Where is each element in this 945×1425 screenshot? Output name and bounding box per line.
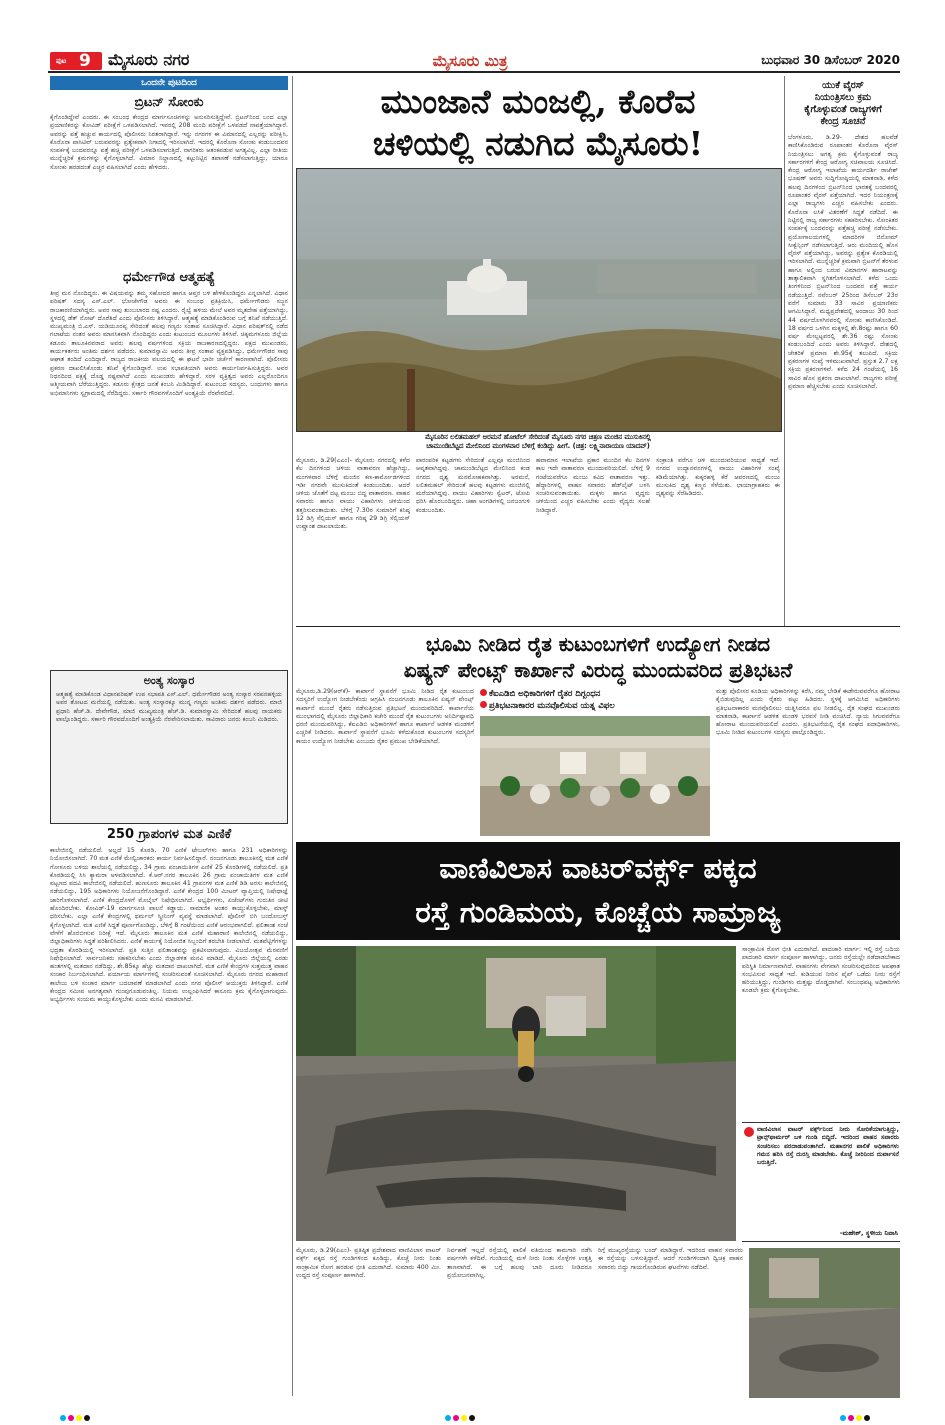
protest-photo: [480, 716, 710, 836]
sidebar-headline: [788, 80, 898, 128]
resident-quote-box: [742, 1122, 900, 1242]
protest-column-1: ಮೈಸೂರು,ಡಿ.29(ಆರ್‌ಕೆ)- ಕಾರ್ಖಾನೆ ಸ್ಥಾಪನೆಗೆ ಭೂಮಿ ನೀಡಿದ ರೈತ ಕುಟುಂಬದ ಸದಸ್ಯರಿಗೆ ಉದ್ಯೋಗ ನೀಡಬೇಕೆಂದು ಆಗ್ರಹಿಸಿ ನಂಜನಗೂಡು ತಾಲೂಕಿನ ಏಷ್ಯನ್ ಪೇಂಟ್ಸ್ ಕಾರ್ಖಾನೆ ಮುಂದೆ ರೈತರು ನಡೆಸುತ್ತಿರುವ ಪ್ರತಿಭಟನೆ ಮುಂದುವರಿದಿದೆ. ಕಾರ್ಖಾನೆಯ ಮುಂಭಾಗದಲ್ಲಿ ಮೈಸೂರು ಜಿಲ್ಲಾಧಿಕಾರಿ ಕಚೇರಿ ಮುಂದೆ ರೈತ ಕುಟುಂಬಗಳು ಅನಿರ್ದಿಷ್ಟಾವಧಿ ಧರಣಿ ಮುಂದುವರಿಸಿದ್ದು, ಕೆಐಎಡಿಬಿ ಅಧಿಕಾರಿಗಳಿಗೆ ಹಾಗೂ ಕಾರ್ಖಾನೆ ಆಡಳಿತ ಮಂಡಳಿಗೆ ಎಚ್ಚರಿಕೆ ನೀಡಿದರು. ಕಾರ್ಖಾನೆ ಸ್ಥಾಪನೆಗೆ ಭೂಮಿ ಕಳೆದುಕೊಂಡ ಕುಟುಂಬಗಳ ಸದಸ್ಯರಿಗೆ ಕಾಯಂ ಉದ್ಯೋಗ ನೀಡಬೇಕು ಎಂಬುದು ರೈತರ ಪ್ರಮುಖ ಬೇಡಿಕೆಯಾಗಿದೆ.: [296, 688, 474, 745]
left-column-divider: [292, 76, 293, 1396]
protest-headline-2: ಏಷ್ಯನ್ ಪೇಂಟ್ಸ್ ಕಾರ್ಖಾನೆ ವಿರುದ್ಧ ಮುಂದುವರಿದ ಪ್ರತಿಭಟನೆ: [403, 658, 793, 682]
sidebar-headline-line-2: ನಿಯಂತ್ರಿಸಲು ಕ್ರಮ: [814, 92, 872, 103]
sidebar-headline-line-1: ಯುಕೆ ವೈರಸ್: [822, 80, 864, 91]
continued-banner-label: ಒಂದನೇ ಪುಟದಿಂದ: [141, 78, 197, 88]
protest-column-3: ಮತ್ತು ಪೊಲೀಸರ ಕೂಡಿಯ ಅಧಿಕಾರಿಗಳನ್ನು ಕರೆಸಿ, ನಮ್ಮ ಬೇಡಿಕೆ ಈಡೇರುವವರೆಗೂ ಹೋರಾಟ ಕೈಬಿಡುವುದಿಲ್ಲ ಎಂದು ರೈತರು ಪಟ್ಟು ಹಿಡಿದರು. ಸ್ಥಳಕ್ಕೆ ಆಗಮಿಸಿದ ಅಧಿಕಾರಿಗಳು ಪ್ರತಿಭಟನಾಕಾರರ ಮನವೊಲಿಸಲು ಯತ್ನಿಸಿದರೂ ಫಲ ನೀಡಲಿಲ್ಲ. ರೈತ ಸಂಘದ ಮುಖಂಡರು ಮಾತನಾಡಿ, ಕಾರ್ಖಾನೆ ಆಡಳಿತ ಮಂಡಳಿ ಭರವಸೆ ನೀಡಿ ವಂಚಿಸಿದೆ. ನ್ಯಾಯ ಸಿಗುವವರೆಗೂ ಹೋರಾಟ ಮುಂದುವರಿಯಲಿದೆ ಎಂದರು. ಪ್ರತಿಭಟನೆಯಲ್ಲಿ ರೈತ ಸಂಘದ ಪದಾಧಿಕಾರಿಗಳು, ಭೂಮಿ ನೀಡಿದ ಕುಟುಂಬಗಳ ಸದಸ್ಯರು ಪಾಲ್ಗೊಂಡಿದ್ದರು.: [716, 688, 900, 737]
lead-column-4: ಸಂಕ್ರಾಂತಿ ವರೆಗೂ ಚಳಿ ಮುಂದುವರಿಯುವ ಸಾಧ್ಯತೆ ಇದೆ. ನಗರದ ಉದ್ಯಾನವನಗಳಲ್ಲಿ ವಾಯು ವಿಹಾರಿಗಳ ಸಂಖ್ಯೆ ಕಡಿಮೆಯಾಗಿತ್ತು. ಕುಕ್ಕರಹಳ್ಳಿ ಕೆರೆ ಆವರಣದಲ್ಲಿ ಮಂಜು ಮುಸುಕಿದ ದೃಶ್ಯ ಕಣ್ಮನ ಸೆಳೆಯಿತು. ಛಾಯಾಗ್ರಾಹಕರು ಈ ದೃಶ್ಯವನ್ನು ಸೆರೆಹಿಡಿದರು.: [656, 457, 780, 498]
road-column-3: ರಿಗ್ಗೆ ಮುಖ್ಯರಸ್ತೆಯನ್ನು ಬಂದ್ ಮಾಡಿದ್ದಾರೆ. ಇದರಿಂದ ವಾಹನ ಸವಾರರು ಈ ರಸ್ತೆಯನ್ನು ಬಳಸುತ್ತಿದ್ದಾರೆ. ಆದರೆ ಗುಂಡಿಗಳಿಂದಾಗಿ ದ್ವಿಚಕ್ರ ವಾಹನ ಸವಾರರು ಬಿದ್ದು ಗಾಯಗೊಂಡಿರುವ ಘಟನೆಗಳು ನಡೆದಿವೆ.: [598, 1247, 743, 1271]
sidebar-body: ಬೆಂಗಳೂರು, ಡಿ.29- ದೇಶದ ಹಲವೆಡೆ ಕಾಣಿಸಿಕೊಂಡಿರುವ ರೂಪಾಂತರ ಕೊರೊನಾ ವೈರಸ್ ನಿಯಂತ್ರಿಸಲು ಅಗತ್ಯ ಕ್ರಮ ಕೈಗೊಳ್ಳುವಂತೆ ರಾಜ್ಯ ಸರ್ಕಾರಗಳಿಗೆ ಕೇಂದ್ರ ಆರೋಗ್ಯ ಸಚಿವಾಲಯ ಸೂಚಿಸಿದೆ. ಕೇಂದ್ರ ಆರೋಗ್ಯ ಇಲಾಖೆಯ ಕಾರ್ಯದರ್ಶಿ ರಾಜೇಶ್ ಭೂಷಣ್ ಅವರು ಸುದ್ದಿಗೋಷ್ಠಿಯಲ್ಲಿ ಮಾತನಾಡಿ, ಕಳೆದ ಹಲವು ದಿನಗಳಿಂದ ಬ್ರಿಟನ್‌ನಿಂದ ಭಾರತಕ್ಕೆ ಬಂದವರಲ್ಲಿ ರೂಪಾಂತರ ವೈರಸ್ ಪತ್ತೆಯಾಗಿದೆ. ಇದರ ನಿಯಂತ್ರಣಕ್ಕೆ ಎಲ್ಲಾ ರಾಜ್ಯಗಳು ಎಚ್ಚರ ವಹಿಸಬೇಕು ಎಂದರು. ಕೊರೊನಾ ಲಸಿಕೆ ವಿತರಣೆಗೆ ಸಿದ್ಧತೆ ನಡೆದಿದೆ. ಈ ನಿಟ್ಟಿನಲ್ಲಿ ರಾಜ್ಯ ಸರ್ಕಾರಗಳು ಸಹಕರಿಸಬೇಕು. ಸೋಂಕಿತರ ಸಂಪರ್ಕಕ್ಕೆ ಬಂದವರನ್ನು ಪತ್ತೆಹಚ್ಚಿ ಪರೀಕ್ಷೆ ನಡೆಸಬೇಕು. ಪ್ರಯೋಗಾಲಯಗಳಲ್ಲಿ ಮಾದರಿಗಳ ಜಿನೋಮ್ ಸೀಕ್ವೆನ್ಸಿಂಗ್ ನಡೆಸಲಾಗುತ್ತಿದೆ. ಆರು ಮಂದಿಯಲ್ಲಿ ಹೊಸ ವೈರಸ್ ಪತ್ತೆಯಾಗಿದ್ದು, ಅವರನ್ನು ಪ್ರತ್ಯೇಕ ಕೊಠಡಿಯಲ್ಲಿ ಇರಿಸಲಾಗಿದೆ. ಮುನ್ನೆಚ್ಚರಿಕೆ ಕ್ರಮವಾಗಿ ಬ್ರಿಟನ್‌ಗೆ ತೆರಳುವ ಹಾಗೂ ಅಲ್ಲಿಂದ ಬರುವ ವಿಮಾನಗಳ ಹಾರಾಟವನ್ನು ತಾತ್ಕಾಲಿಕವಾಗಿ ಸ್ಥಗಿತಗೊಳಿಸಲಾಗಿದೆ. ಕಳೆದ ಒಂದು ತಿಂಗಳಿನಿಂದ ಬ್ರಿಟನ್‌ನಿಂದ ಬಂದವರ ಪತ್ತೆ ಕಾರ್ಯ ನಡೆಯುತ್ತಿದೆ. ನವೆಂಬರ್ 25ರಿಂದ ಡಿಸೆಂಬರ್ 23ರ ವರೆಗೆ ಸುಮಾರು 33 ಸಾವಿರ ಪ್ರಯಾಣಿಕರು ಆಗಮಿಸಿದ್ದಾರೆ. ಮಧ್ಯಪ್ರದೇಶದಲ್ಲಿ ಅಂದಾಜು 30 ರಿಂದ 44 ವರ್ಷದೊಳಗಿನವರಲ್ಲಿ ಸೋಂಕು ಕಾಣಿಸಿಕೊಂಡಿದೆ. 18 ವರ್ಷದ ಒಳಗಿನ ಮಕ್ಕಳಲ್ಲಿ ಶೇ.8ರಷ್ಟು ಹಾಗೂ 60 ವರ್ಷ ಮೇಲ್ಪಟ್ಟವರಲ್ಲಿ ಶೇ.36 ರಷ್ಟು ಸೋಂಕು ಕಂಡುಬಂದಿದೆ ಎಂದು ಅವರು ತಿಳಿಸಿದ್ದಾರೆ. ದೇಶದಲ್ಲಿ ಚೇತರಿಕೆ ಪ್ರಮಾಣ ಶೇ.95ಕ್ಕೆ ತಲುಪಿದೆ. ಸಕ್ರಿಯ ಪ್ರಕರಣಗಳ ಸಂಖ್ಯೆ ಇಳಿಮುಖವಾಗಿದೆ. ಪ್ರಸ್ತುತ 2.7 ಲಕ್ಷ ಸಕ್ರಿಯ ಪ್ರಕರಣಗಳಿವೆ. ಕಳೆದ 24 ಗಂಟೆಯಲ್ಲಿ 16 ಸಾವಿರ ಹೊಸ ಪ್ರಕರಣ ದಾಖಲಾಗಿವೆ. ರಾಜ್ಯಗಳು ಪರೀಕ್ಷೆ ಪ್ರಮಾಣ ಹೆಚ್ಚಿಸಬೇಕು ಎಂದು ಸೂಚಿಸಲಾಗಿದೆ.: [788, 134, 898, 390]
protest-bullet-1-text: ಕೆಐಎಡಿಬಿ ಅಧಿಕಾರಿಗಳಿಗೆ ರೈತರ ದಿಗ್ಬಂಧನ: [489, 689, 601, 699]
page-prefix: ಪುಟ: [56, 57, 67, 65]
page-number: 9: [79, 51, 91, 71]
counting-headline: 250 ಗ್ರಾಪಂಗಳ ಮತ ಎಣಿಕೆ: [106, 827, 232, 842]
registration-mark-left: [60, 1406, 92, 1425]
photo-caption-line-1: ಮೈಸೂರಿನ ಲಲಿತಮಹಲ್ ಅರಮನೆ ಹೋಟೆಲ್ ಸೇರಿದಂತೆ ಮೈಸೂರು ನಗರ ಚಿತ್ರಣ ಮಂಜಿನ ಮುಸುಕಿನಲ್ಲಿ: [425, 433, 651, 441]
mysuru-fog-photo: [296, 168, 782, 432]
counting-body: ಕಾಲೇಜಿನಲ್ಲಿ ನಡೆಯಲಿದೆ. ಅಲ್ಲದೆ 15 ಕೊಠಡಿ, 70 ಎಣಿಕೆ ಟೇಬಲ್‌ಗಳು ಹಾಗೂ 231 ಅಧಿಕಾರಿಗಳನ್ನು ನಿಯೋಜಿಸಲಾಗಿದೆ. 70 ಮತ ಎಣಿಕೆ ಮೇಲ್ವಿಚಾರಕರು ಕಾರ್ಯ ನಿರ್ವಹಿಸಲಿದ್ದಾರೆ. ನಂಜನಗೂಡು ತಾಲೂಕಿನಲ್ಲಿ ಮತ ಎಣಿಕೆ ಗೋಳೂರು ಬಳಿಯ ಶಾಲೆಯಲ್ಲಿ ನಡೆಯಲಿದ್ದು, 34 ಗ್ರಾಮ ಪಂಚಾಯಿತಿಗಳ ಎಣಿಕೆ 25 ಕೊಠಡಿಗಳಲ್ಲಿ ನಡೆಯಲಿದೆ. ಪ್ರತಿ ಕೊಠಡಿಯಲ್ಲಿ ಸಿಸಿ ಕ್ಯಾಮರಾ ಅಳವಡಿಸಲಾಗಿದೆ. ಕೆ.ಆರ್.ನಗರ ತಾಲೂಕಿನ 26 ಗ್ರಾಮ ಪಂಚಾಯಿತಿಗಳ ಮತ ಎಣಿಕೆ ಪಟ್ಟಣದ ಪದವಿ ಕಾಲೇಜಿನಲ್ಲಿ ನಡೆಯಲಿದೆ. ಹುಣಸೂರು ತಾಲೂಕಿನ 41 ಗ್ರಾಪಂಗಳ ಮತ ಎಣಿಕೆ ಡಿಡಿ ಅರಸು ಕಾಲೇಜಿನಲ್ಲಿ ನಡೆಯಲಿದ್ದು, 195 ಅಧಿಕಾರಿಗಳು ನಿಯೋಜನೆಗೊಂಡಿದ್ದಾರೆ. ಎಣಿಕೆ ಕೇಂದ್ರದ 100 ಮೀಟರ್ ವ್ಯಾಪ್ತಿಯಲ್ಲಿ ನಿಷೇಧಾಜ್ಞೆ ಜಾರಿಗೊಳಿಸಲಾಗಿದೆ. ಎಣಿಕೆ ಕೇಂದ್ರದೊಳಗೆ ಮೊಬೈಲ್ ನಿಷೇಧಿಸಲಾಗಿದೆ. ಅಭ್ಯರ್ಥಿಗಳು, ಏಜೆಂಟ್‌ಗಳು ಗುರುತಿನ ಚೀಟಿ ಹೊಂದಿರಬೇಕು. ಕೋವಿಡ್-19 ಮಾರ್ಗಸೂಚಿ ಪಾಲನೆ ಕಡ್ಡಾಯ. ಸಾಮಾಜಿಕ ಅಂತರ ಕಾಯ್ದುಕೊಳ್ಳಬೇಕು, ಮಾಸ್ಕ್ ಧರಿಸಬೇಕು. ಎಲ್ಲಾ ಎಣಿಕೆ ಕೇಂದ್ರಗಳಲ್ಲಿ ಥರ್ಮಲ್ ಸ್ಕ್ರೀನಿಂಗ್ ವ್ಯವಸ್ಥೆ ಮಾಡಲಾಗಿದೆ. ಪೊಲೀಸ್ ಬಿಗಿ ಬಂದೋಬಸ್ತ್ ಕೈಗೊಳ್ಳಲಾಗಿದೆ. ಮತ ಎಣಿಕೆ ಸಿದ್ಧತೆ ಪೂರ್ಣಗೊಂಡಿದ್ದು, ಬೆಳಿಗ್ಗೆ 8 ಗಂಟೆಯಿಂದ ಎಣಿಕೆ ಆರಂಭವಾಗಲಿದೆ. ಫಲಿತಾಂಶ ಸಂಜೆ ವೇಳೆಗೆ ಹೊರಬೀಳುವ ನಿರೀಕ್ಷೆ ಇದೆ. ಮೈಸೂರು ತಾಲೂಕಿನ ಮತ ಎಣಿಕೆ ಮಹಾರಾಣಿ ಕಾಲೇಜಿನಲ್ಲಿ ನಡೆಯಲಿದ್ದು, ಜಿಲ್ಲಾಧಿಕಾರಿಗಳು ಸಿದ್ಧತೆ ಪರಿಶೀಲಿಸಿದರು. ಎಣಿಕೆ ಕಾರ್ಯಕ್ಕೆ ನಿಯೋಜಿತ ಸಿಬ್ಬಂದಿಗೆ ತರಬೇತಿ ನೀಡಲಾಗಿದೆ. ಮತಪೆಟ್ಟಿಗೆಗಳನ್ನು ಭದ್ರತಾ ಕೊಠಡಿಯಲ್ಲಿ ಇರಿಸಲಾಗಿದೆ. ಪ್ರತಿ ಸುತ್ತಿನ ಫಲಿತಾಂಶವನ್ನು ಪ್ರಕಟಿಸಲಾಗುವುದು. ವಿಜಯೋತ್ಸವ ಮೆರವಣಿಗೆ ನಿಷೇಧಿಸಲಾಗಿದೆ. ಸಾರ್ವಜನಿಕರು ಸಹಕರಿಸಬೇಕು ಎಂದು ಜಿಲ್ಲಾಡಳಿತ ಮನವಿ ಮಾಡಿದೆ. ಮೈಸೂರು ಜಿಲ್ಲೆಯಲ್ಲಿ ಎರಡು ಹಂತಗಳಲ್ಲಿ ಮತದಾನ ನಡೆದಿದ್ದು, ಶೇ.85ಕ್ಕೂ ಹೆಚ್ಚು ಮತದಾನ ದಾಖಲಾಗಿದೆ. ಮತ ಎಣಿಕೆ ಕೇಂದ್ರಗಳ ಸುತ್ತಮುತ್ತ ವಾಹನ ಸಂಚಾರ ನಿರ್ಬಂಧಿಸಲಾಗಿದೆ. ಪರ್ಯಾಯ ಮಾರ್ಗಗಳಲ್ಲಿ ಸಂಚರಿಸುವಂತೆ ಸೂಚಿಸಲಾಗಿದೆ. ಮೈಸೂರು ನಗರದ ಮಹಾರಾಣಿ ಕಾಲೇಜು ಬಳಿ ಸಂಚಾರ ಮಾರ್ಗ ಬದಲಾವಣೆ ಮಾಡಲಾಗಿದೆ ಎಂದು ನಗರ ಪೊಲೀಸ್ ಆಯುಕ್ತರು ತಿಳಿಸಿದ್ದಾರೆ. ಎಣಿಕೆ ಕೇಂದ್ರದ ಸಮೀಪ ಅನಗತ್ಯವಾಗಿ ಗುಂಪುಗೂಡುವಂತಿಲ್ಲ. ನಿಯಮ ಉಲ್ಲಂಘಿಸಿದರೆ ಕಾನೂನು ಕ್ರಮ ಕೈಗೊಳ್ಳಲಾಗುವುದು. ಅಭ್ಯರ್ಥಿಗಳು ಸಂಯಮ ಕಾಯ್ದುಕೊಳ್ಳಬೇಕು ಎಂದು ಮನವಿ ಮಾಡಲಾಗಿದೆ.: [50, 847, 288, 1004]
road-photo: [296, 946, 736, 1241]
protest-headline-1: ಭೂಮಿ ನೀಡಿದ ರೈತ ಕುಟುಂಬಗಳಿಗೆ ಉದ್ಯೋಗ ನೀಡದ: [425, 632, 771, 656]
quote-marker-icon: [744, 1127, 754, 1137]
protest-bullet-1: [480, 688, 710, 700]
resident-quote: ವಾಣಿವಿಲಾಸ ವಾಟರ್ ವರ್ಕ್ಸ್‌ನಿಂದ ನೀರು ಸೋರಿಕೆಯಾಗುತ್ತಿದ್ದು, ಟ್ರಾನ್ಸ್‌ಫಾರ್ಮರ್ ಬಳಿ ಗುಂಡಿ ಬಿದ್ದಿದೆ. ಇದರಿಂದ ವಾಹನ ಸವಾರರು ಸಂಚರಿಸಲು ಪರದಾಡುವಂತಾಗಿದೆ. ಮಹಾನಗರ ಪಾಲಿಕೆ ಅಧಿಕಾರಿಗಳು ಗಮನ ಹರಿಸಿ ರಸ್ತೆ ದುರಸ್ತಿ ಮಾಡಬೇಕು. ಕೊಚ್ಚೆ ನೀರಿನಿಂದ ದುರ್ವಾಸನೆ ಬರುತ್ತಿದೆ.: [757, 1126, 899, 1167]
protesters-image: [480, 716, 710, 836]
roadside-puddle-image: [749, 1248, 900, 1398]
lead-column-3: ಹವಾಮಾನ ಇಲಾಖೆಯ ಪ್ರಕಾರ ಮುಂದಿನ ಕೆಲ ದಿನಗಳ ಕಾಲ ಇದೇ ವಾತಾವರಣ ಮುಂದುವರಿಯಲಿದೆ. ಬೆಳಿಗ್ಗೆ 9 ಗಂಟೆಯವರೆಗೂ ಮಂಜು ಕವಿದ ವಾತಾವರಣ ಇತ್ತು. ಹೆದ್ದಾರಿಗಳಲ್ಲಿ ವಾಹನ ಸವಾರರು ಹೆಡ್‌ಲೈಟ್ ಬಳಸಿ ಸಂಚರಿಸುವಂತಾಯಿತು. ಮಕ್ಕಳು ಹಾಗೂ ವೃದ್ಧರು ಚಳಿಯಿಂದ ಎಚ್ಚರ ವಹಿಸಬೇಕು ಎಂದು ವೈದ್ಯರು ಸಲಹೆ ನೀಡಿದ್ದಾರೆ.: [536, 457, 650, 514]
road-side-text: ಸಾಂಕ್ರಾಮಿಕ ರೋಗ ಭೀತಿ ಎದುರಾಗಿದೆ. ಪಾದಚಾರಿ ಮಾರ್ಗ: ಇಲ್ಲಿ ರಸ್ತೆ ಬದಿಯ ಪಾದಚಾರಿ ಮಾರ್ಗ ಸಂಪೂರ್ಣ ಹಾಳಾಗಿದ್ದು, ಜನರು ರಸ್ತೆಯಲ್ಲೇ ನಡೆದಾಡಬೇಕಾದ ಪರಿಸ್ಥಿತಿ ನಿರ್ಮಾಣವಾಗಿದೆ. ವಾಹನಗಳು ವೇಗವಾಗಿ ಸಂಚರಿಸುವುದರಿಂದ ಅಪಘಾತ ಸಂಭವಿಸುವ ಸಾಧ್ಯತೆ ಇದೆ. ಕುಡಿಯುವ ನೀರಿನ ಪೈಪ್ ಒಡೆದು ನೀರು ರಸ್ತೆಗೆ ಹರಿಯುತ್ತಿದ್ದು, ಗುಂಡಿಗಳು ಮತ್ತಷ್ಟು ದೊಡ್ಡದಾಗಿವೆ. ಸಂಬಂಧಪಟ್ಟ ಅಧಿಕಾರಿಗಳು ಕೂಡಲೇ ಕ್ರಮ ಕೈಗೊಳ್ಳಬೇಕು.: [742, 946, 900, 995]
damaged-road-image: [296, 946, 736, 1241]
dharmegowda-body: ತೀವ್ರ ಮನ ನೊಂದಿದ್ದರು. ಈ ವಿಷಯವನ್ನು ತಮ್ಮ ಸಹೋದರ ಹಾಗೂ ಆಪ್ತರ ಬಳಿ ಹೇಳಿಕೊಂಡಿದ್ದರು ಎನ್ನಲಾಗಿದೆ. ವಿಧಾನ ಪರಿಷತ್ ಸದಸ್ಯ ಎಸ್.ಎಲ್. ಭೋಜೇಗೌಡ ಅವರು ಈ ಸಂಬಂಧ ಪ್ರತಿಕ್ರಿಯಿಸಿ, ಧರ್ಮೇಗೌಡರು ಸಜ್ಜನ ರಾಜಕಾರಣಿಯಾಗಿದ್ದರು. ಅವರ ಸಾವು ತುಂಬಲಾರದ ನಷ್ಟ ಎಂದರು. ರೈಲ್ವೆ ಹಳಿಯ ಮೇಲೆ ಅವರ ಮೃತದೇಹ ಪತ್ತೆಯಾಗಿದ್ದು, ಸ್ಥಳದಲ್ಲಿ ಡೆತ್ ನೋಟ್ ದೊರೆತಿದೆ ಎಂದು ಪೊಲೀಸರು ತಿಳಿಸಿದ್ದಾರೆ. ಆತ್ಮಹತ್ಯೆ ಮಾಡಿಕೊಂಡಿರುವ ಬಗ್ಗೆ ತನಿಖೆ ನಡೆಯುತ್ತಿದೆ. ಮುಖ್ಯಮಂತ್ರಿ ಬಿ.ಎಸ್. ಯಡಿಯೂರಪ್ಪ ಸೇರಿದಂತೆ ಹಲವು ಗಣ್ಯರು ಸಂತಾಪ ಸೂಚಿಸಿದ್ದಾರೆ. ವಿಧಾನ ಪರಿಷತ್‌ನಲ್ಲಿ ನಡೆದ ಗಲಾಟೆಯ ನಂತರ ಅವರು ಮಾನಸಿಕವಾಗಿ ನೊಂದಿದ್ದರು ಎಂದು ಕುಟುಂಬದ ಮೂಲಗಳು ತಿಳಿಸಿವೆ. ಚಿಕ್ಕಮಗಳೂರು ಜಿಲ್ಲೆಯ ಕಡೂರು ತಾಲೂಕಿನವರಾದ ಅವರು ಹಲವು ವರ್ಷಗಳಿಂದ ಸಕ್ರಿಯ ರಾಜಕಾರಣದಲ್ಲಿದ್ದರು. ಪಕ್ಷದ ಮುಖಂಡರು, ಕಾರ್ಯಕರ್ತರು ಅಂತಿಮ ದರ್ಶನ ಪಡೆದರು. ಕುಮಾರಸ್ವಾಮಿ ಅವರು ತೀವ್ರ ಸಂತಾಪ ವ್ಯಕ್ತಪಡಿಸಿದ್ದು, ಧರ್ಮೇಗೌಡರ ಸಾವು ಆಘಾತ ತಂದಿದೆ ಎಂದಿದ್ದಾರೆ. ರಾಜ್ಯದ ರಾಜಕೀಯ ವಲಯದಲ್ಲಿ ಈ ಘಟನೆ ಭಾರೀ ಚರ್ಚೆಗೆ ಕಾರಣವಾಗಿದೆ. ಪೊಲೀಸರು ಪ್ರಕರಣ ದಾಖಲಿಸಿಕೊಂಡು ತನಿಖೆ ಕೈಗೊಂಡಿದ್ದಾರೆ. ಉಪ ಸಭಾಪತಿಯಾಗಿ ಅವರು ಕಾರ್ಯನಿರ್ವಹಿಸುತ್ತಿದ್ದರು. ಅವರ ನಿಧನದಿಂದ ಪಕ್ಷಕ್ಕೆ ದೊಡ್ಡ ನಷ್ಟವಾಗಿದೆ ಎಂದು ಮುಖಂಡರು ಹೇಳಿದ್ದಾರೆ. ಸರಳ ವ್ಯಕ್ತಿತ್ವದ ಅವರು ಎಲ್ಲರೊಂದಿಗೂ ಆತ್ಮೀಯವಾಗಿ ಬೆರೆಯುತ್ತಿದ್ದರು. ಕಡೂರು ಕ್ಷೇತ್ರದ ಜನತೆ ಕಂಬನಿ ಮಿಡಿದಿದ್ದಾರೆ. ಕುಟುಂಬದ ಸದಸ್ಯರು, ಬಂಧುಗಳು ಹಾಗೂ ಅಭಿಮಾನಿಗಳು ಸ್ವಗ್ರಾಮದಲ್ಲಿ ನೆರೆದಿದ್ದರು. ಸರ್ಕಾರಿ ಗೌರವಗಳೊಂದಿಗೆ ಅಂತ್ಯಕ್ರಿಯೆ ನೆರವೇರಲಿದೆ.: [50, 290, 288, 397]
masthead: [0, 0, 945, 72]
quote-author: -ಮಹೇಶ್, ಸ್ಥಳೀಯ ನಿವಾಸಿ: [839, 1229, 898, 1237]
bullet-dot-icon: [480, 701, 487, 708]
page-number-badge: [50, 52, 102, 70]
issue-date: ಬುಧವಾರ 30 ಡಿಸೆಂಬರ್ 2020: [761, 53, 900, 67]
protest-bullet-2-text: ಪ್ರತಿಭಟನಾಕಾರರ ಮನವೊಲಿಸುವ ಯತ್ನ ವಿಫಲ: [489, 701, 615, 711]
registration-mark-center: [445, 1406, 477, 1425]
lead-headline-1: ಮುಂಜಾನೆ ಮಂಜಲ್ಲಿ, ಕೊರೆವ: [380, 82, 696, 121]
road-headline-1: ವಾಣಿವಿಲಾಸ ವಾಟರ್‌ವರ್ಕ್ಸ್ ಪಕ್ಕದ: [439, 851, 757, 885]
road-column-1: ಮೈಸೂರು, ಡಿ.29(ಪಿಎಂ)- ಪ್ರತಿಷ್ಠಿತ ಪ್ರದೇಶವಾದ ವಾಣಿವಿಲಾಸ ವಾಟರ್ ವರ್ಕ್ಸ್ ಪಕ್ಕದ ರಸ್ತೆ ಗುಂಡಿಗಳಿಂದ ಕೂಡಿದ್ದು, ಕೊಚ್ಚೆ ನೀರು ನಿಂತು ಸಾಂಕ್ರಾಮಿಕ ರೋಗ ಹರಡುವ ಭೀತಿ ಎದುರಾಗಿದೆ. ಸುಮಾರು 400 ಮೀ. ಉದ್ದದ ರಸ್ತೆ ಸಂಪೂರ್ಣ ಹಾಳಾಗಿದೆ.: [296, 1247, 441, 1279]
protest-bullet-2: [480, 700, 710, 712]
road-headline-bar: [296, 842, 900, 940]
continued-banner: [50, 76, 288, 90]
protest-bullets: [480, 688, 710, 712]
funeral-box-title: ಅಂತ್ಯ ಸಂಸ್ಕಾರ: [143, 674, 195, 687]
photo-caption: [296, 433, 780, 451]
funeral-box-body: ಆತ್ಮಹತ್ಯೆ ಮಾಡಿಕೊಂಡ ವಿಧಾನಪರಿಷತ್ ಉಪ ಸಭಾಪತಿ ಎಸ್.ಎಲ್. ಧರ್ಮೇಗೌಡರ ಅಂತ್ಯ ಸಂಸ್ಕಾರ ಸರಪನಹಳ್ಳಿಯ ಅವರ ತೋಟದ ಮನೆಯಲ್ಲಿ ನಡೆಯಿತು. ಅಂತ್ಯ ಸಂಸ್ಕಾರಕ್ಕೂ ಮುನ್ನ ಗಣ್ಯರು ಅಂತಿಮ ದರ್ಶನ ಪಡೆದರು. ಮಾಜಿ ಪ್ರಧಾನಿ ಹೆಚ್.ಡಿ. ದೇವೇಗೌಡ, ಮಾಜಿ ಮುಖ್ಯಮಂತ್ರಿ ಹೆಚ್.ಡಿ. ಕುಮಾರಸ್ವಾಮಿ ಸೇರಿದಂತೆ ಹಲವು ನಾಯಕರು ಪಾಲ್ಗೊಂಡಿದ್ದರು. ಸರ್ಕಾರಿ ಗೌರವದೊಂದಿಗೆ ಅಂತ್ಯಕ್ರಿಯೆ ನೆರವೇರಿಸಲಾಯಿತು. ಸಾವಿರಾರು ಜನರು ಕಂಬನಿ ಮಿಡಿದರು.: [56, 691, 282, 723]
sidebar-headline-line-3: ಕೈಗೊಳ್ಳುವಂತೆ ರಾಜ್ಯಗಳಿಗೆ: [804, 104, 882, 115]
photo-caption-line-2: ಚಾಮುಂಡಿಬೆಟ್ಟದ ಮೇಲಿನಿಂದ ಮಂಗಳವಾರ ಬೆಳಿಗ್ಗೆ ಕಂಡಿದ್ದು ಹೀಗೆ. (ಚಿತ್ರ: ಲಕ್ಷ್ಮಿನಾರಾಯಣ ಯಾದವ್): [426, 442, 650, 450]
masthead-rule: [48, 71, 900, 73]
sidebar-divider: [784, 76, 785, 626]
fog-landscape-image: [297, 169, 781, 431]
funeral-box: [50, 670, 288, 824]
lead-column-1: ಮೈಸೂರು, ಡಿ.29(ಎಎಂ)- ಮೈಸೂರು ನಗರದಲ್ಲಿ ಕಳೆದ ಕೆಲ ದಿನಗಳಿಂದ ಚಳಿಯ ವಾತಾವರಣ ಹೆಚ್ಚಾಗಿದ್ದು, ಮಂಗಳವಾರ ಬೆಳಿಗ್ಗೆ ಮಂಜಿನ ಕಣ-ಕಾರ್ಮೋಡಗಳಿಂದ ಇಡೀ ನಗರವೇ ಮುಸುಕಿದಂತೆ ಕಂಡುಬಂದಿತು. ಆದರೆ ಚಳಿಯ ಜೊತೆಗೆ ದಟ್ಟ ಮಂಜು ಬಿದ್ದ ವಾತಾವರಣ. ವಾಹನ ಸವಾರರು ಹಾಗೂ ವಾಯು ವಿಹಾರಿಗಳು ಚಳಿಯಿಂದ ತತ್ತರಿಸುವಂತಾಯಿತು. ಬೆಳಿಗ್ಗೆ 7.30ರ ಸುಮಾರಿಗೆ ಕನಿಷ್ಠ 12 ಡಿಗ್ರಿ ಸೆಲ್ಸಿಯಸ್ ಹಾಗೂ ಗರಿಷ್ಠ 29 ಡಿಗ್ರಿ ಸೆಲ್ಸಿಯಸ್ ಉಷ್ಣಾಂಶ ದಾಖಲಾಯಿತು.: [296, 457, 410, 531]
protest-top-rule: [296, 626, 900, 627]
lead-column-2: ಪಾರಂಪರಿಕ ಕಟ್ಟಡಗಳು ಸೇರಿದಂತೆ ಎಲ್ಲವೂ ಮಂಜಿನಿಂದ ಆವೃತವಾಗಿದ್ದವು. ಚಾಮುಂಡಿಬೆಟ್ಟದ ಮೇಲಿನಿಂದ ಕಂಡ ನಗರದ ದೃಶ್ಯ ಮನಮೋಹಕವಾಗಿತ್ತು. ಅರಮನೆ, ಲಲಿತಮಹಲ್ ಸೇರಿದಂತೆ ಹಲವು ಕಟ್ಟಡಗಳು ಮಂಜಿನಲ್ಲಿ ಮರೆಯಾಗಿದ್ದವು. ವಾಯು ವಿಹಾರಿಗಳು ಸ್ವೆಟರ್, ಟೋಪಿ ಧರಿಸಿ ಹೊರಬಂದಿದ್ದರು. ಚಹಾ ಅಂಗಡಿಗಳಲ್ಲಿ ಜನಜಂಗುಳಿ ಕಂಡುಬಂದಿತು.: [416, 457, 530, 514]
registration-mark-right: [840, 1406, 872, 1425]
lead-headline-2: ಚಳಿಯಲ್ಲಿ ನಡುಗಿದ ಮೈಸೂರು!: [372, 124, 704, 163]
road-secondary-photo: [749, 1248, 900, 1398]
paper-name: ಮೈಸೂರು ಮಿತ್ರ: [432, 52, 508, 70]
dharmegowda-headline: ಧರ್ಮೇಗೌಡ ಆತ್ಮಹತ್ಯೆ: [123, 270, 215, 285]
sidebar-headline-line-4: ಕೇಂದ್ರ ಸೂಚನೆ: [820, 116, 866, 127]
britain-body: ಕೈಗೊಂಡಿದ್ದೇವೆ ಎಂದರು. ಈ ಸಂಬಂಧ ಕೇಂದ್ರದ ಮಾರ್ಗಸೂಚಿಗಳನ್ನು ಅನುಸರಿಸುತ್ತಿದ್ದೇವೆ. ಬ್ರಿಟನ್‌ನಿಂದ ಬಂದ ಎಲ್ಲಾ ಪ್ರಯಾಣಿಕರನ್ನು ಕೋವಿಡ್ ಪರೀಕ್ಷೆಗೆ ಒಳಪಡಿಸಲಾಗಿದೆ. ಇವರಲ್ಲಿ 208 ಮಂದಿ ಪರೀಕ್ಷೆಗೆ ಒಳಪಡದೆ ನಾಪತ್ತೆಯಾಗಿದ್ದಾರೆ. ಅವರನ್ನು ಪತ್ತೆ ಹಚ್ಚುವ ಕಾರ್ಯದಲ್ಲಿ ಪೊಲೀಸರು ನಿರತರಾಗಿದ್ದಾರೆ. ಇನ್ನು ನಗರಗಳ ಈ ವಿಮಾನದಲ್ಲಿ ಎಲ್ಲರನ್ನು ಪರೀಕ್ಷಿಸಿ, ಕೊರೊನಾ ಪಾಸಿಟಿವ್ ಬರುವವರನ್ನು ಪ್ರತ್ಯೇಕವಾಗಿ ನಿಗಾದಲ್ಲಿ ಇರಿಸಲಾಗಿದೆ. ಇದರಲ್ಲಿ ಕೊರೊನಾ ಸೋಂಕು ಕಂಡುಬಂದವರ ಸಂಪರ್ಕಕ್ಕೆ ಬಂದವರನ್ನೂ ಪತ್ತೆ ಹಚ್ಚಿ ಪರೀಕ್ಷೆಗೆ ಒಳಪಡಿಸಲಾಗುತ್ತಿದೆ. ನಾಗರಿಕರು ಆತಂಕಪಡುವ ಅಗತ್ಯವಿಲ್ಲ. ಎಲ್ಲಾ ರೀತಿಯ ಮುನ್ನೆಚ್ಚರಿಕೆ ಕ್ರಮಗಳನ್ನು ಕೈಗೊಳ್ಳಲಾಗಿದೆ. ವಿಮಾನ ನಿಲ್ದಾಣದಲ್ಲಿ ಕಟ್ಟುನಿಟ್ಟಿನ ತಪಾಸಣೆ ನಡೆಸಲಾಗುತ್ತಿದ್ದು, ಯಾರೂ ಸೋಂಕು ಹರಡದಂತೆ ಎಚ್ಚರ ವಹಿಸಲಾಗಿದೆ ಎಂದು ಹೇಳಿದರು.: [50, 114, 288, 171]
road-headline-2: ರಸ್ತೆ ಗುಂಡಿಮಯ, ಕೊಚ್ಚೆಯ ಸಾಮ್ರಾಜ್ಯ: [415, 895, 781, 929]
britain-headline: ಬ್ರಿಟನ್ ಸೋಂಕು: [134, 95, 204, 110]
road-column-2: ನಿರ್ವಹಣೆ ಇಲ್ಲದೆ ರಸ್ತೆಯಲ್ಲಿ ಪಾಲಿಕೆ ವತಿಯಿಂದ ಕಾಮಗಾರಿ ನಡೆಸಿ ವರ್ಷಗಳೇ ಕಳೆದಿವೆ. ಗುಂಡಿಯಲ್ಲಿ ಮಳೆ ನೀರು ನಿಂತು ಸೊಳ್ಳೆಗಳ ಉತ್ಪತ್ತಿ ತಾಣವಾಗಿದೆ. ಈ ಬಗ್ಗೆ ಹಲವು ಬಾರಿ ದೂರು ನೀಡಿದರೂ ಪ್ರಯೋಜನವಾಗಿಲ್ಲ.: [447, 1247, 592, 1279]
bullet-dot-icon: [480, 689, 487, 696]
section-title: ಮೈಸೂರು ನಗರ: [108, 50, 190, 69]
